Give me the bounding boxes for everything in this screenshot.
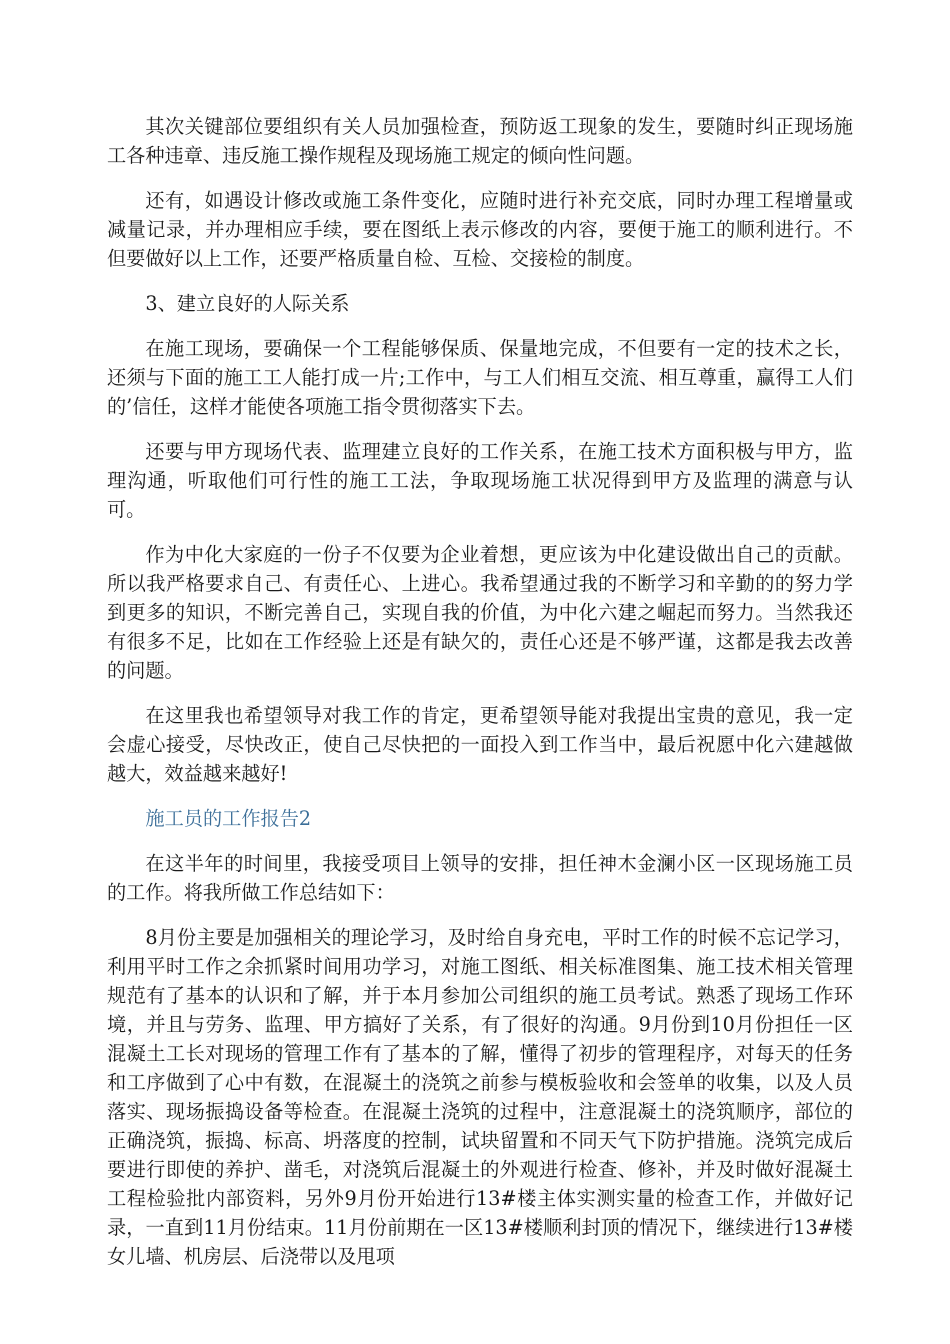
section-heading-relationships: 3、建立良好的人际关系 — [145, 292, 350, 315]
document-page — [107, 112, 853, 1287]
paragraph-report-2-intro: 在这半年的时间里，我接受项目上领导的安排，担任神木金澜小区一区现场施工员的工作。将我所做工作总结如下： — [107, 852, 853, 904]
paragraph-report-2-work-summary: 8月份主要是加强相关的理论学习，及时给自身充电，平时工作的时候不忘记学习，利用平时工作之余抓紧时间用功学习，对施工图纸、相关标准图集、施工技术相关管理规范有了基本的认识和了解，并于本月参加公司组织的施工员考试。熟悉了现场工作环境，并且与劳务、监理、甲方搞好了关系，有了很好的沟通。9月份到10月份担任一区混凝土工长对现场的管理工作有了基本的了解，懂得了初步的管理程序，对每天的任务和工序做到了心中有数，在混凝土的浇筑之前参与模板验收和会签单的收集，以及人员落实、现场振捣设备等检查。在混凝土浇筑的过程中，注意混凝土的浇筑顺序，部位的正确浇筑，振捣、标高、坍落度的控制，试块留置和不同天气下防护措施。浇筑完成后要进行即使的养护、凿毛，对浇筑后混凝土的外观进行检查、修补，并及时做好混凝土工程检验批内部资料，另外9月份开始进行13#楼主体实测实量的检查工作，并做好记录，一直到11月份结束。11月份前期在一区13#楼顺利封顶的情况下，继续进行13#楼女儿墙、机房层、后浇带以及甩项 — [107, 926, 853, 1268]
paragraph-client-supervision: 还要与甲方现场代表、监理建立良好的工作关系，在施工技术方面积极与甲方，监理沟通，听取他们可行性的施工工法，争取现场施工状况得到甲方及监理的满意与认可。 — [107, 440, 853, 521]
paragraph-site-workers: 在施工现场，要确保一个工程能够保质、保量地完成，不但要有一定的技术之长，还须与下面的施工工人能打成一片;工作中，与工人们相互交流、相互尊重，赢得工人们的’信任，这样才能使各项施工指令贯彻落实下去。 — [107, 337, 853, 418]
paragraph-closing-wishes: 在这里我也希望领导对我工作的肯定，更希望领导能对我提出宝贵的意见，我一定会虚心接受，尽快改正，使自己尽快把的一面投入到工作当中，最后祝愿中化六建越做越大，效益越来越好! — [107, 704, 853, 785]
paragraph-design-change: 还有，如遇设计修改或施工条件变化，应随时进行补充交底，同时办理工程增量或减量记录，并办理相应手续，要在图纸上表示修改的内容，要便于施工的顺利进行。不但要做好以上工作，还要严格质量自检、互检、交接检的制度。 — [107, 189, 853, 270]
paragraph-key-area-inspection: 其次关键部位要组织有关人员加强检查，预防返工现象的发生，要随时纠正现场施工各种违章、违反施工操作规程及现场施工规定的倾向性问题。 — [107, 115, 853, 167]
report-2-title: 施工员的工作报告2 — [145, 807, 312, 830]
paragraph-self-improvement: 作为中化大家庭的一份子不仅要为企业着想，更应该为中化建设做出自己的贡献。所以我严格要求自己、有责任心、上进心。我希望通过我的不断学习和辛勤的的努力学到更多的知识，不断完善自己，实现自我的价值，为中化六建之崛起而努力。当然我还有很多不足，比如在工作经验上还是有缺欠的，责任心还是不够严谨，这都是我去改善的问题。 — [107, 543, 853, 682]
